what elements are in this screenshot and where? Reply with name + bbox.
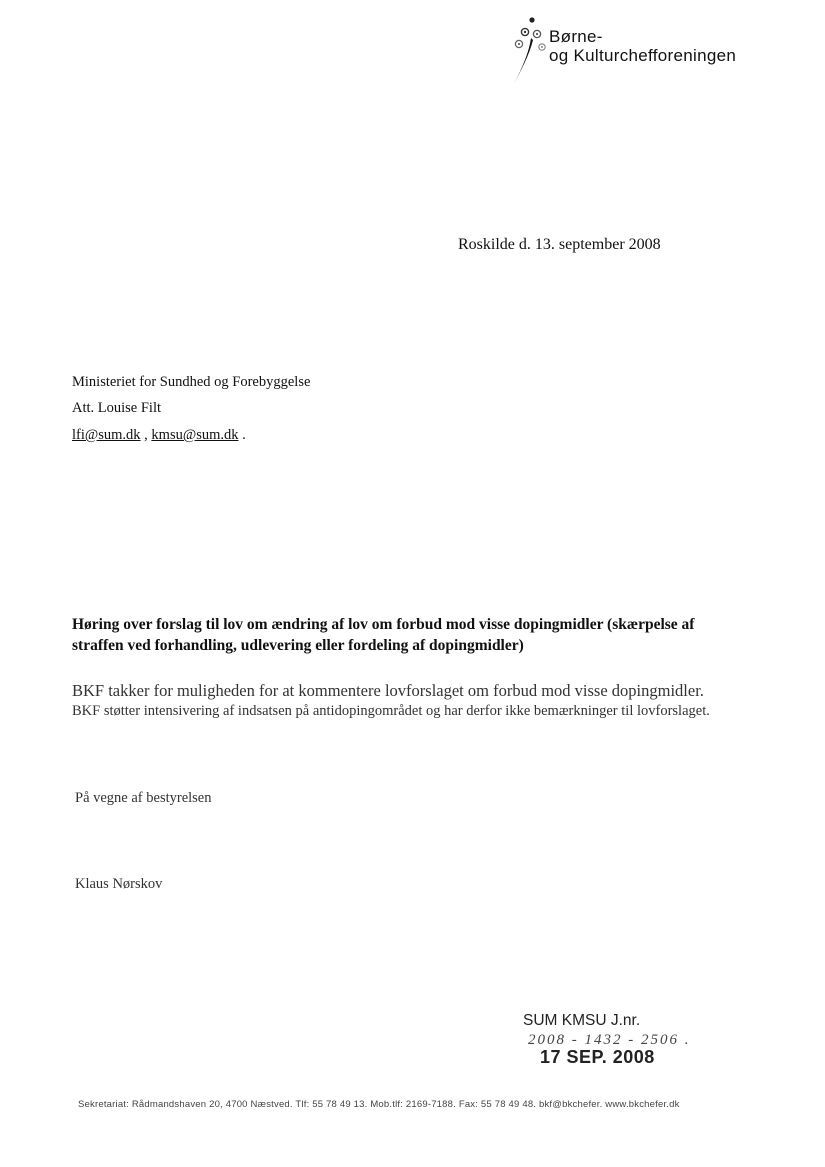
recipient-organization: Ministeriet for Sundhed og Forebyggelse [72,374,311,390]
body-paragraph: BKF støtter intensivering af indsatsen på antidopingområdet og har derfor ikke bemærkninger til lovforslaget. [72,703,710,719]
recipient-attention: Att. Louise Filt [72,400,162,416]
recipient-emails [72,427,246,444]
body-paragraph: BKF takker for muligheden for at kommentere lovforslaget om forbud mod visse dopingmidler. [72,681,704,700]
signoff: På vegne af bestyrelsen [75,790,212,806]
email-suffix: . [238,427,246,443]
recipient-email-link[interactable]: lfi@sum.dk [72,427,141,443]
signer-name: Klaus Nørskov [75,876,163,892]
received-stamp-handwritten-number: 2008 - 1432 - 2506 . [528,1032,691,1048]
organization-logo-icon [505,14,551,86]
organization-name-line1: Børne- [549,27,603,46]
received-stamp-date: 17 SEP. 2008 [540,1047,655,1067]
footer-contact-info: Sekretariat: Rådmandshaven 20, 4700 Næstved. Tlf: 55 78 49 13. Mob.tlf: 2169-7188. Fax: 55 78 49 48. bkf@bkchefer. www.bkchefer.dk [78,1099,680,1110]
letter-date: Roskilde d. 13. september 2008 [458,236,661,253]
received-stamp-header: SUM KMSU J.nr. [523,1012,641,1029]
letter-subject: Høring over forslag til lov om ændring af lov om forbud mod visse dopingmidler (skærpelse af straffen ved forhandling, udlevering eller fordeling af dopingmidler) [72,616,695,654]
recipient-email-link[interactable]: kmsu@sum.dk [151,427,239,443]
organization-name-line2: og Kulturchefforeningen [549,46,737,65]
email-separator: , [140,427,152,443]
